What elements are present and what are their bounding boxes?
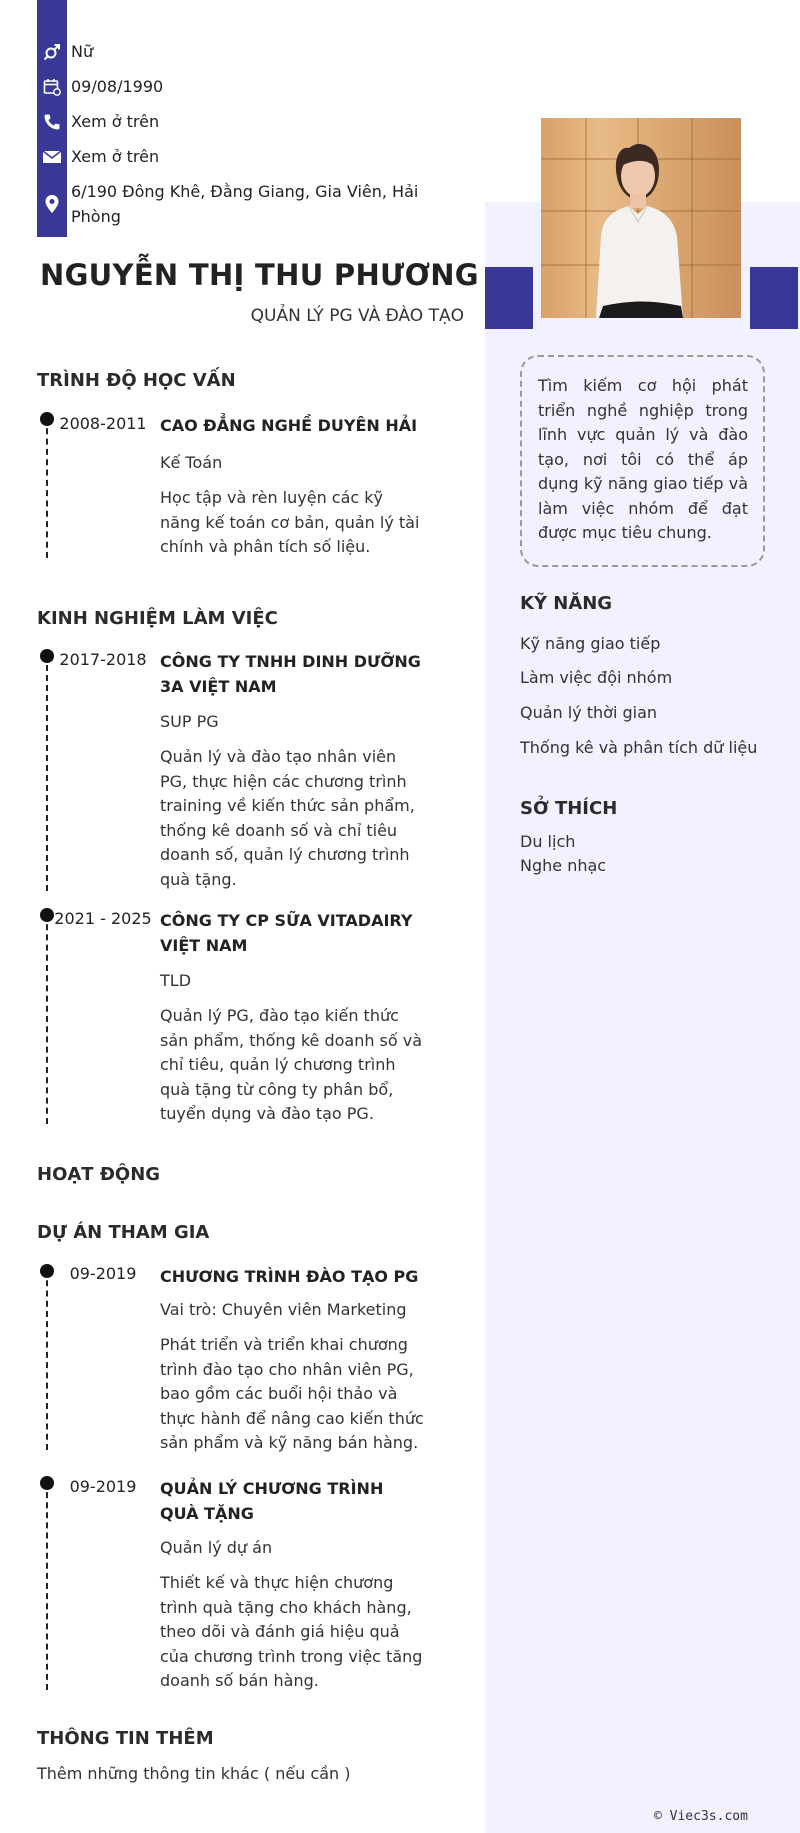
experience-heading: KINH NGHIỆM LÀM VIỆC bbox=[37, 608, 278, 629]
experience-description: Quản lý và đào tạo nhân viên PG, thực hiện các chương trình training về kiến thức sản phẩm, thống kê doanh số và chỉ tiêu doanh số, quản lý chương trình quà tặng. bbox=[160, 747, 415, 889]
education-school: CAO ĐẲNG NGHỀ DUYÊN HẢI bbox=[160, 416, 418, 435]
skills-heading: KỸ NĂNG bbox=[520, 593, 613, 614]
projects-timeline-line-2 bbox=[46, 1482, 48, 1690]
education-major: Kế Toán bbox=[160, 453, 223, 472]
job-title: QUẢN LÝ PG VÀ ĐÀO TẠO bbox=[250, 306, 464, 326]
timeline-dot bbox=[40, 908, 54, 922]
experience-date: 2021 - 2025 bbox=[54, 909, 152, 928]
address-text: 6/190 Đông Khê, Đằng Giang, Gia Viên, Hải Phòng bbox=[71, 182, 419, 226]
timeline-dot bbox=[40, 649, 54, 663]
extra-info-heading: THÔNG TIN THÊM bbox=[37, 1728, 214, 1749]
phone-icon bbox=[37, 109, 67, 134]
envelope-icon bbox=[37, 144, 67, 169]
projects-timeline-line-1 bbox=[46, 1270, 48, 1450]
contact-birthday bbox=[37, 74, 431, 99]
candidate-name: NGUYỄN THỊ THU PHƯƠNG bbox=[40, 258, 479, 292]
copyright-notice: © Viec3s.com bbox=[654, 1809, 748, 1824]
project-role: Vai trò: Chuyên viên Marketing bbox=[160, 1300, 407, 1319]
experience-position: SUP PG bbox=[160, 712, 219, 731]
skill-item: Kỹ năng giao tiếp bbox=[520, 634, 661, 653]
project-name: CHƯƠNG TRÌNH ĐÀO TẠO PG bbox=[160, 1267, 419, 1286]
email-text: Xem ở trên bbox=[71, 147, 160, 166]
phone-text: Xem ở trên bbox=[71, 112, 160, 131]
extra-info-text: Thêm những thông tin khác ( nếu cần ) bbox=[37, 1764, 351, 1783]
calendar-icon bbox=[37, 74, 67, 99]
skill-item: Làm việc đội nhóm bbox=[520, 668, 673, 687]
experience-description: Quản lý PG, đào tạo kiến thức sản phẩm, thống kê doanh số và chỉ tiêu, quản lý chương trình quà tặng từ công ty phân bổ, tuyển dụng và đào tạo PG. bbox=[160, 1006, 423, 1123]
project-description: Phát triển và triển khai chương trình đào tạo cho nhân viên PG, bao gồm các buổi hội thảo và thực hành để nâng cao kiến thức sản phẩm và kỹ năng bán hàng. bbox=[160, 1335, 424, 1452]
education-heading: TRÌNH ĐỘ HỌC VẤN bbox=[37, 370, 236, 391]
projects-heading: DỰ ÁN THAM GIA bbox=[37, 1222, 210, 1243]
timeline-dot bbox=[40, 412, 54, 426]
profile-photo bbox=[541, 118, 741, 318]
project-date: 09-2019 bbox=[69, 1477, 137, 1496]
experience-date: 2017-2018 bbox=[59, 650, 147, 669]
experience-position: TLD bbox=[160, 971, 192, 990]
activities-heading: HOẠT ĐỘNG bbox=[37, 1164, 161, 1185]
gender-icon bbox=[37, 39, 67, 64]
career-objective: Tìm kiếm cơ hội phát triển nghề nghiệp trong lĩnh vực quản lý và đào tạo, nơi tôi có thể áp dụng kỹ năng giao tiếp và làm việc nhóm để đạt được mục tiêu chung. bbox=[520, 355, 765, 567]
hobby-item: Nghe nhạc bbox=[520, 856, 607, 875]
skill-item: Thống kê và phân tích dữ liệu bbox=[520, 738, 758, 757]
birthday-text: 09/08/1990 bbox=[71, 77, 164, 96]
education-timeline-line bbox=[46, 418, 48, 558]
education-description: Học tập và rèn luyện các kỹ năng kế toán cơ bản, quản lý tài chính và phân tích số liệu. bbox=[160, 488, 420, 556]
contact-gender bbox=[37, 39, 431, 64]
hobbies-heading: SỞ THÍCH bbox=[520, 798, 618, 819]
location-pin-icon bbox=[37, 179, 67, 229]
project-date: 09-2019 bbox=[69, 1264, 137, 1283]
contact-phone bbox=[37, 109, 431, 134]
project-description: Thiết kế và thực hiện chương trình quà tặng cho khách hàng, theo dõi và đánh giá hiệu quả của chương trình trong việc tăng doanh số bán hàng. bbox=[160, 1573, 423, 1690]
experience-company: CÔNG TY TNHH DINH DƯỠNG 3A VIỆT NAM bbox=[160, 652, 421, 696]
contact-email bbox=[37, 144, 431, 169]
skill-item: Quản lý thời gian bbox=[520, 703, 658, 722]
accent-block-right bbox=[750, 267, 798, 329]
person-silhouette-icon bbox=[541, 118, 741, 318]
hobby-item: Du lịch bbox=[520, 832, 576, 851]
experience-timeline-line-2 bbox=[46, 914, 48, 1124]
accent-block-left bbox=[485, 267, 533, 329]
education-date: 2008-2011 bbox=[59, 414, 147, 433]
experience-timeline-line-1 bbox=[46, 655, 48, 891]
project-name: QUẢN LÝ CHƯƠNG TRÌNH QUÀ TẶNG bbox=[160, 1479, 384, 1523]
timeline-dot bbox=[40, 1476, 54, 1490]
project-role: Quản lý dự án bbox=[160, 1538, 273, 1557]
timeline-dot bbox=[40, 1264, 54, 1278]
gender-text: Nữ bbox=[71, 42, 94, 61]
experience-company: CÔNG TY CP SỮA VITADAIRY VIỆT NAM bbox=[160, 911, 413, 955]
contact-address bbox=[37, 179, 431, 229]
